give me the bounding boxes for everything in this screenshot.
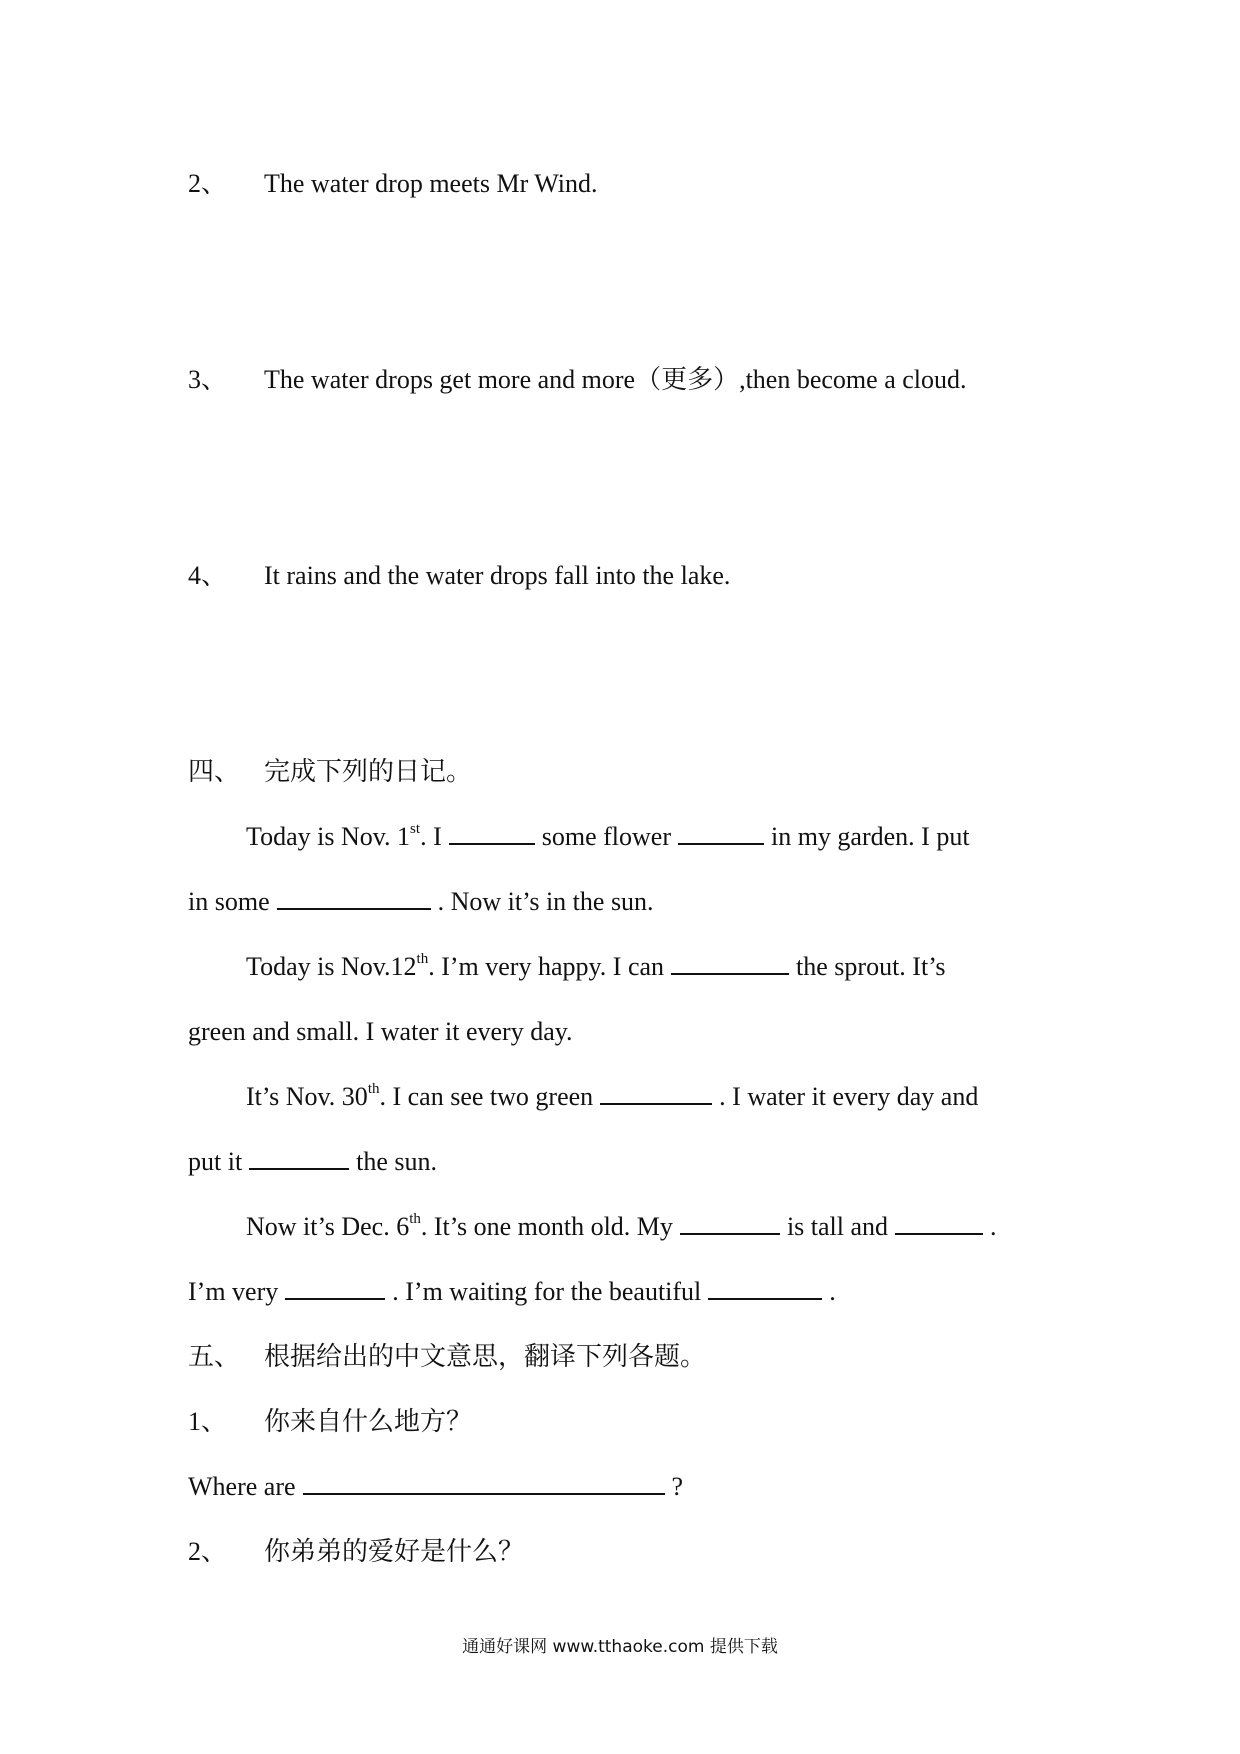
question-2	[188, 1536, 524, 1568]
diary-text: . I	[420, 822, 442, 851]
answer-line-1	[188, 1471, 683, 1503]
section-4-heading	[188, 756, 472, 788]
question-text: 你弟弟的爱好是什么？	[264, 1537, 525, 1566]
page-footer: 通通好课网 www.tthaoke.com 提供下载	[462, 1637, 778, 1657]
diary-line-5	[246, 1081, 978, 1113]
diary-text: Today is Nov.12	[246, 952, 417, 981]
section-number: 四、	[188, 757, 241, 786]
diary-text: is tall and	[786, 1212, 889, 1241]
question-number: 1、	[188, 1407, 228, 1436]
diary-text: .	[990, 1212, 997, 1241]
diary-text: . It’s one month old. My	[420, 1212, 673, 1241]
blank-line[interactable]	[285, 1276, 385, 1300]
diary-text: . I water it every day and	[719, 1082, 979, 1111]
diary-text: the sprout. It’s	[796, 952, 946, 981]
item-number: 4、	[188, 561, 228, 590]
answer-suffix: ?	[671, 1472, 684, 1501]
ordinal-suffix: th	[416, 951, 429, 967]
ordinal-suffix: th	[367, 1081, 380, 1097]
diary-line-4	[188, 1016, 573, 1048]
diary-text: in some	[188, 887, 270, 916]
question-1	[188, 1406, 472, 1438]
diary-line-8	[188, 1276, 836, 1308]
diary-line-7	[246, 1211, 997, 1243]
diary-line-3	[246, 951, 946, 983]
section-title: 完成下列的日记。	[264, 757, 473, 786]
diary-text: . I’m very happy. I can	[428, 952, 665, 981]
question-number: 2、	[188, 1537, 228, 1566]
diary-text: some flower	[541, 822, 671, 851]
blank-line[interactable]	[678, 821, 764, 845]
section-title: 根据给出的中文意思，翻译下列各题。	[264, 1342, 707, 1371]
section-number: 五、	[188, 1342, 241, 1371]
diary-text: . Now it’s in the sun.	[437, 887, 654, 916]
answer-prefix: Where are	[188, 1472, 296, 1501]
diary-text: put it	[188, 1147, 243, 1176]
diary-line-1	[246, 821, 970, 853]
blank-line[interactable]	[895, 1211, 983, 1235]
diary-text: . I can see two green	[379, 1082, 594, 1111]
blank-line[interactable]	[249, 1146, 349, 1170]
blank-line[interactable]	[277, 886, 431, 910]
item-text: It rains and the water drops fall into the lake.	[264, 561, 731, 590]
diary-text: . I’m waiting for the beautiful	[392, 1277, 702, 1306]
ordinal-suffix: th	[409, 1211, 421, 1227]
diary-line-2	[188, 886, 654, 918]
blank-line[interactable]	[680, 1211, 780, 1235]
answer-blank[interactable]	[303, 1471, 665, 1495]
item-2	[188, 168, 598, 200]
blank-line[interactable]	[671, 951, 789, 975]
diary-text: Now it’s Dec. 6	[246, 1212, 410, 1241]
question-text: 你来自什么地方？	[264, 1407, 473, 1436]
item-3	[188, 364, 967, 396]
item-text: The water drops get more and more（更多）,then become a cloud.	[264, 365, 967, 394]
item-text: The water drop meets Mr Wind.	[264, 169, 598, 198]
item-number: 3、	[188, 365, 228, 394]
diary-line-6	[188, 1146, 437, 1178]
blank-line[interactable]	[449, 821, 535, 845]
diary-text: green and small. I water it every day.	[188, 1017, 573, 1046]
diary-text: in my garden. I put	[770, 822, 970, 851]
item-4	[188, 560, 730, 592]
blank-line[interactable]	[708, 1276, 822, 1300]
ordinal-suffix: st	[410, 821, 421, 837]
blank-line[interactable]	[600, 1081, 712, 1105]
section-5-heading	[188, 1341, 706, 1373]
diary-text: Today is Nov. 1	[246, 822, 411, 851]
diary-text: I’m very	[188, 1277, 279, 1306]
item-number: 2、	[188, 169, 228, 198]
diary-text: the sun.	[356, 1147, 438, 1176]
diary-text: It’s Nov. 30	[246, 1082, 368, 1111]
diary-text: .	[829, 1277, 836, 1306]
